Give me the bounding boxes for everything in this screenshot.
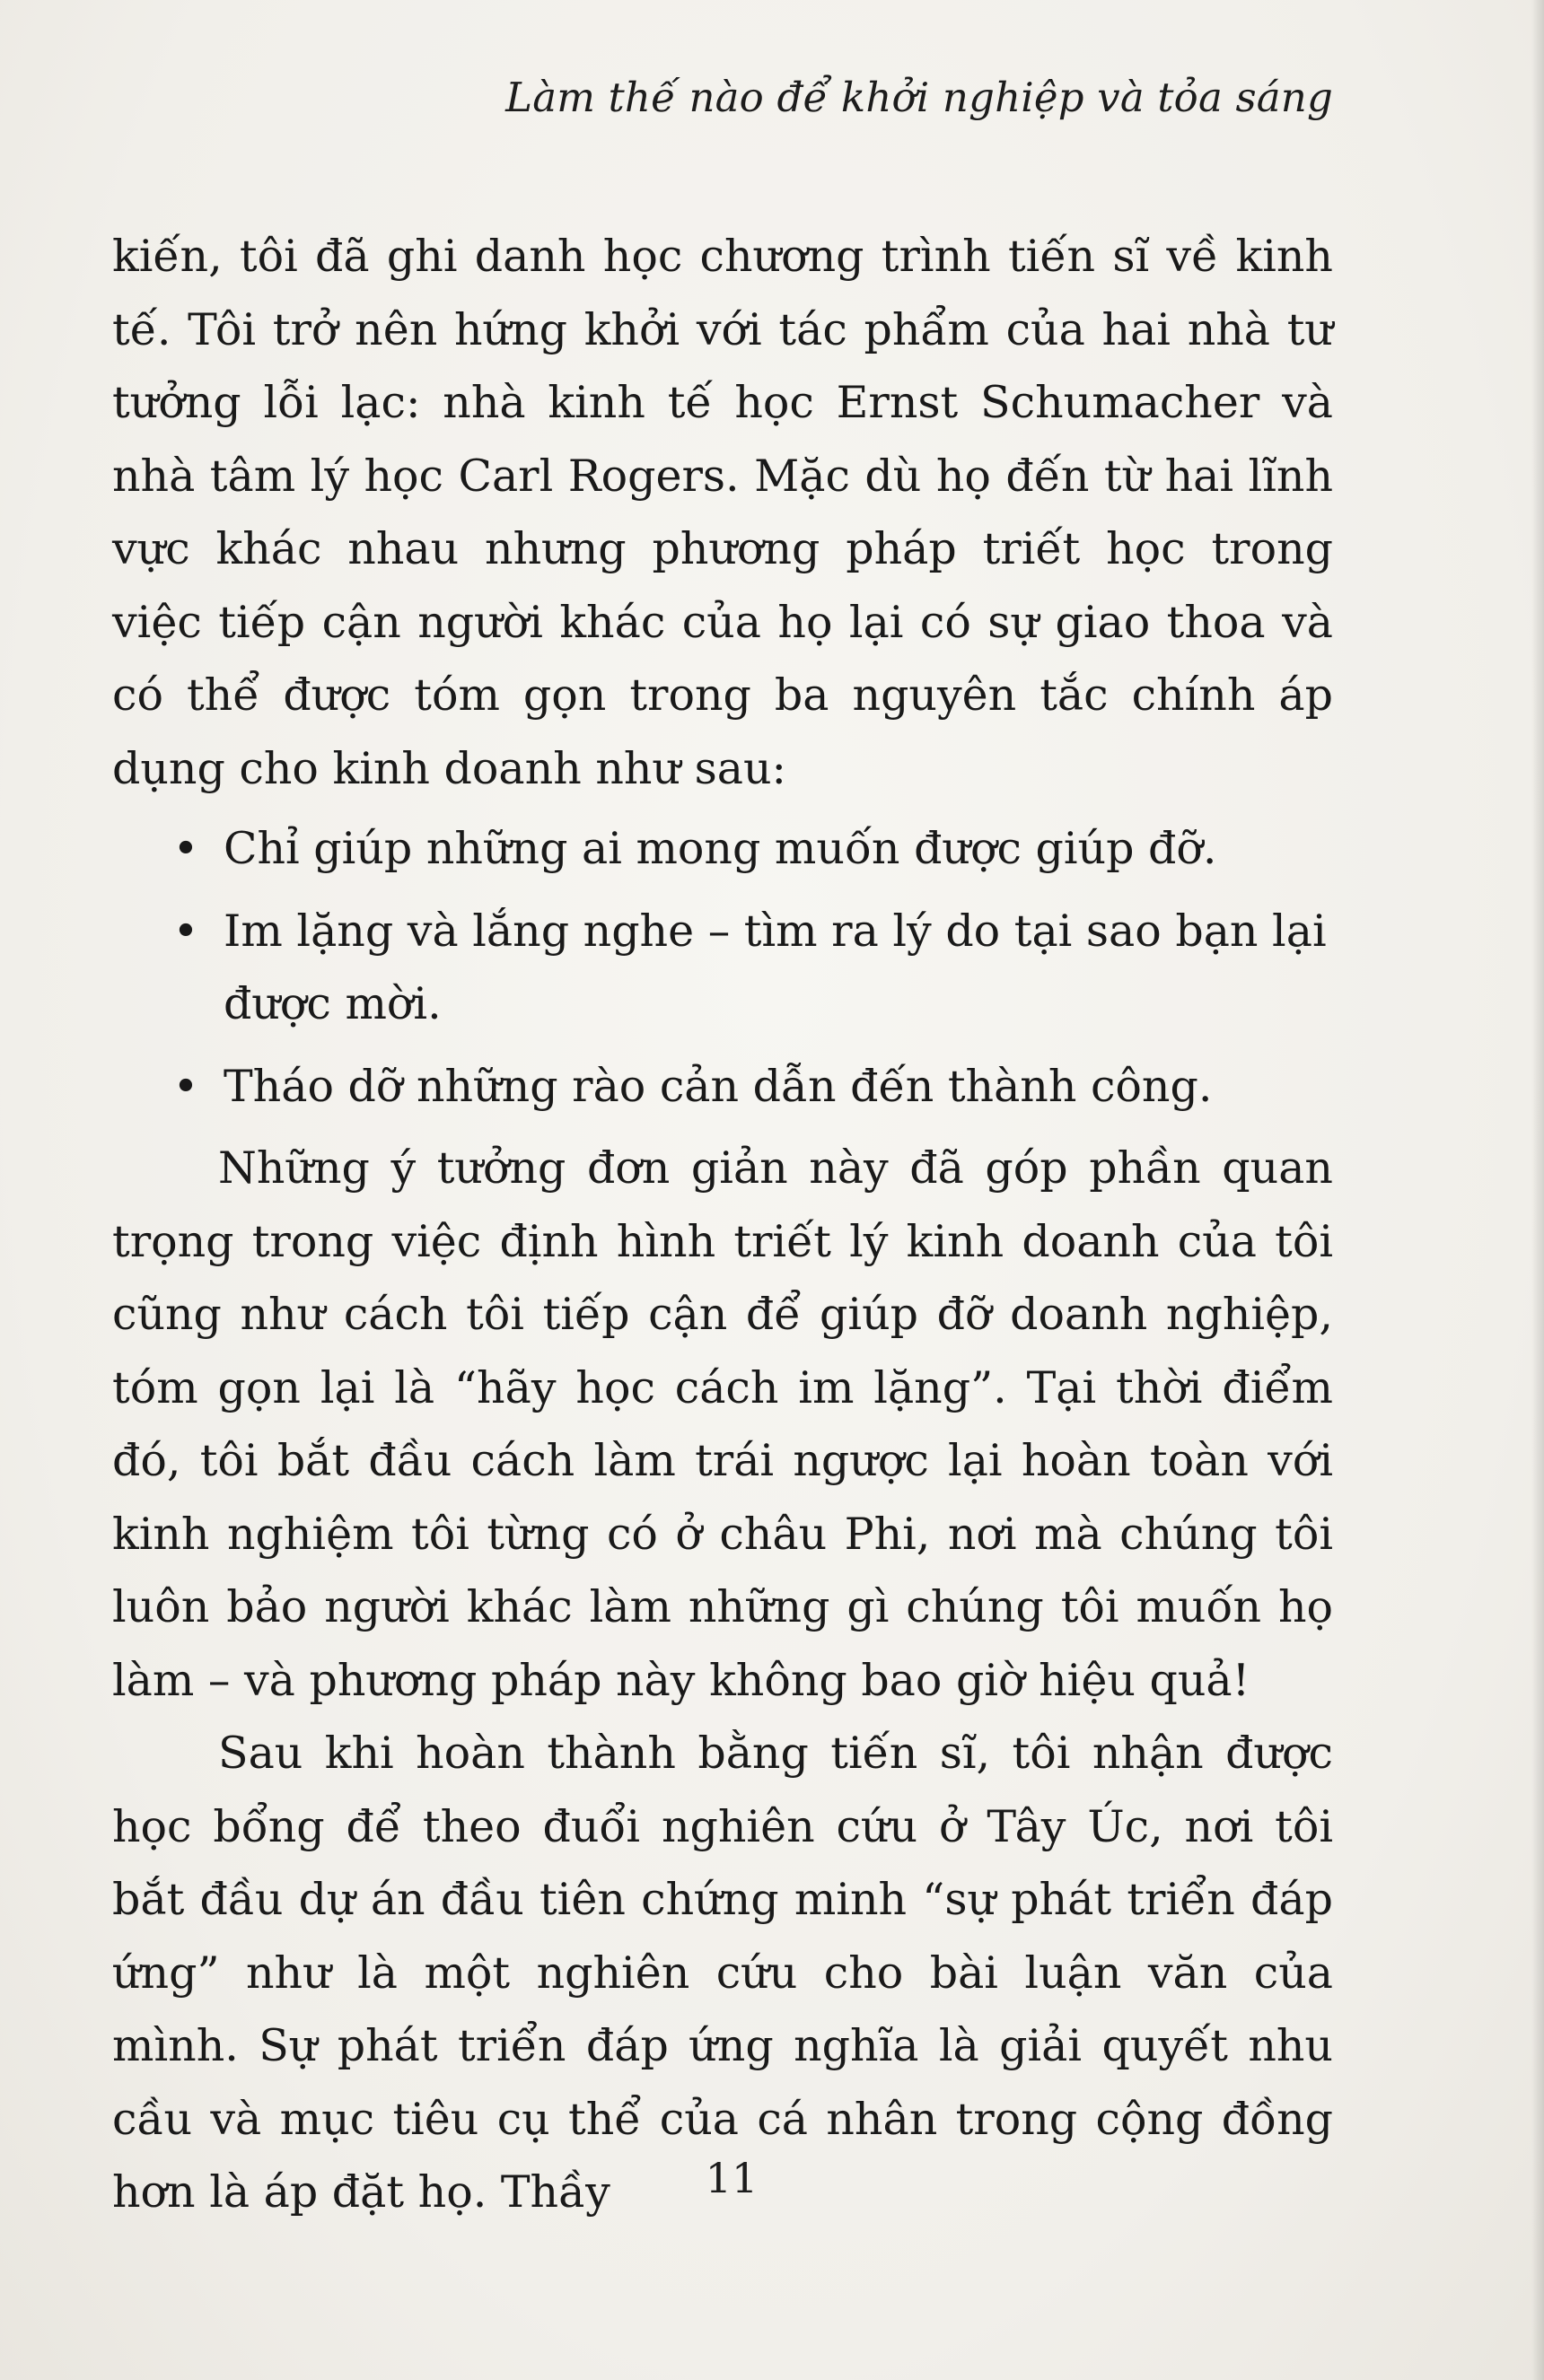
principles-list xyxy=(112,812,1333,1123)
list-item xyxy=(112,895,1333,1041)
paragraph-2: Những ý tưởng đơn giản này đã góp phần quan trọng trong việc định hình triết lý kinh doanh của tôi cũng như cách tôi tiếp cận để giúp đỡ doanh nghiệp, tóm gọn lại là “hãy học cách im lặng”. Tại thời điểm đó, tôi bắt đầu cách làm trái ngược lại hoàn toàn với kinh nghiệm tôi từng có ở châu Phi, nơi mà chúng tôi luôn bảo người khác làm những gì chúng tôi muốn họ làm – và phương pháp này không bao giờ hiệu quả! xyxy=(112,1142,1333,1706)
page-edge-shadow xyxy=(1531,0,1544,2380)
bullet-icon: • xyxy=(172,905,199,957)
list-item-text: Tháo dỡ những rào cản dẫn đến thành công. xyxy=(224,1060,1213,1112)
list-item xyxy=(112,1050,1333,1124)
bullet-icon: • xyxy=(172,1060,199,1112)
bullet-icon: • xyxy=(172,823,199,874)
list-item-text: Chỉ giúp những ai mong muốn được giúp đỡ. xyxy=(224,823,1217,874)
paragraph-1: kiến, tôi đã ghi danh học chương trình tiến sĩ về kinh tế. Tôi trở nên hứng khởi với tác phẩm của hai nhà tư tưởng lỗi lạc: nhà kinh tế học Ernst Schumacher và nhà tâm lý học Carl Rogers. Mặc dù họ đến từ hai lĩnh vực khác nhau nhưng phương pháp triết học trong việc tiếp cận người khác của họ lại có sự giao thoa và có thể được tóm gọn trong ba nguyên tắc chính áp dụng cho kinh doanh như sau: xyxy=(112,231,1333,794)
list-item xyxy=(112,812,1333,886)
list-item-text: Im lặng và lắng nghe – tìm ra lý do tại sao bạn lại được mời. xyxy=(224,905,1327,1029)
paragraph-3: Sau khi hoàn thành bằng tiến sĩ, tôi nhận được học bổng để theo đuổi nghiên cứu ở Tây Úc, nơi tôi bắt đầu dự án đầu tiên chứng minh “sự phát triển đáp ứng” như là một nghiên cứu cho bài luận văn của mình. Sự phát triển đáp ứng nghĩa là giải quyết nhu cầu và mục tiêu cụ thể của cá nhân trong cộng đồng hơn là áp đặt họ. Thầy xyxy=(112,1728,1333,2218)
page-number: 11 xyxy=(705,2154,759,2202)
body-text xyxy=(112,220,1333,2229)
running-header: Làm thế nào để khởi nghiệp và tỏa sáng xyxy=(505,74,1333,121)
